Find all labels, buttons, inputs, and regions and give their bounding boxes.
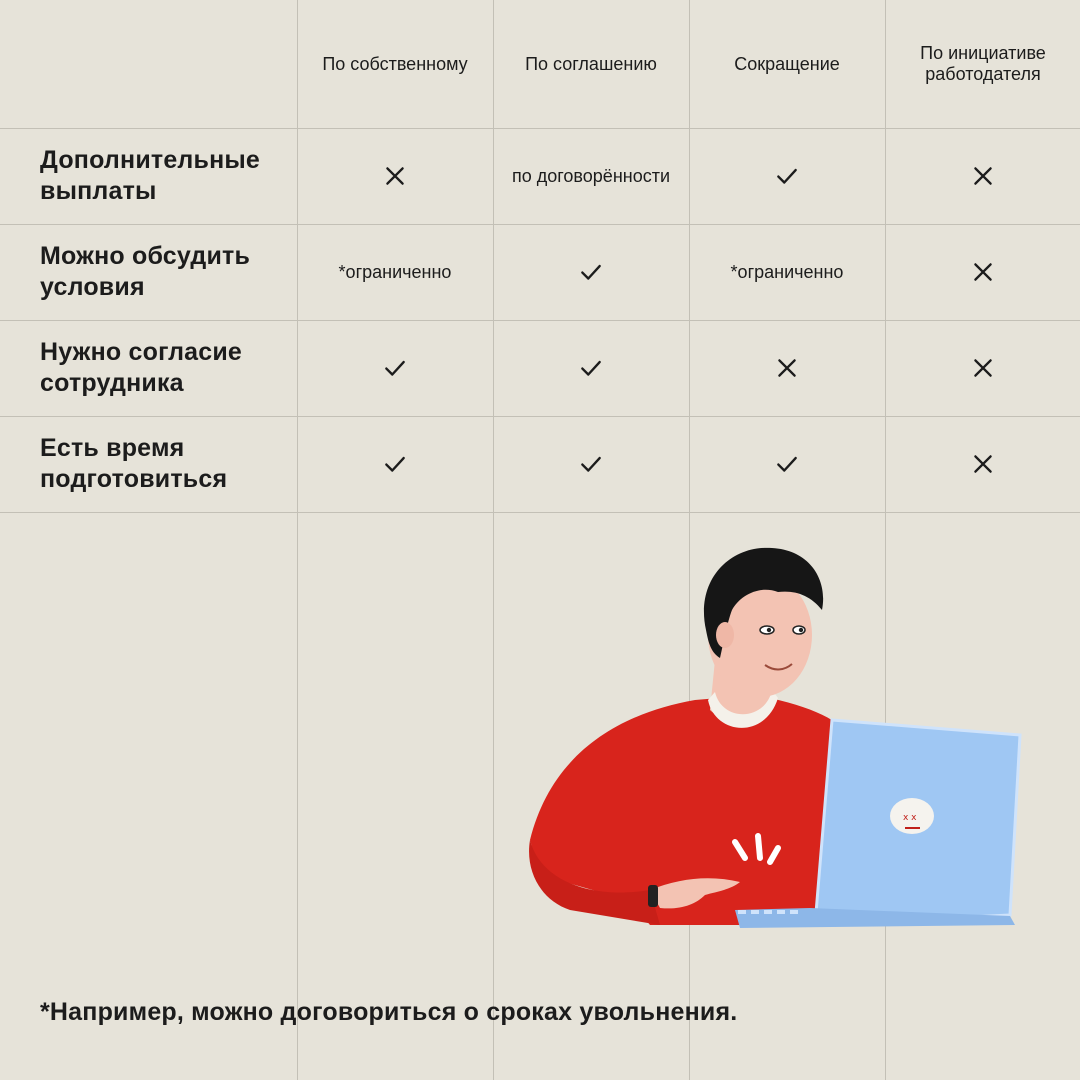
column-header-own-will: По собственному [322, 53, 468, 74]
check-icon [774, 163, 800, 189]
footnote: *Например, можно договориться о сроках увольнения. [40, 998, 738, 1026]
column-header-agreement: По соглашению [525, 53, 657, 74]
table-cell [885, 224, 1080, 320]
table-cell [885, 128, 1080, 224]
cross-icon [774, 355, 800, 381]
cross-icon [970, 451, 996, 477]
table-cell [493, 224, 689, 320]
cross-icon [970, 163, 996, 189]
row-label-discuss-terms: Можно обсудить условия [40, 242, 251, 301]
table-cell [297, 416, 493, 512]
table-cell [297, 128, 493, 224]
table-cell [493, 128, 689, 224]
column-header-employer-initiative: По инициативе работодателя [920, 43, 1046, 84]
cross-icon [970, 259, 996, 285]
table-cell [885, 320, 1080, 416]
check-icon [578, 355, 604, 381]
table-cell [493, 416, 689, 512]
check-icon [382, 451, 408, 477]
check-icon [774, 451, 800, 477]
cell-text: по договорённости [511, 165, 671, 186]
row-label-prep-time: Есть время подготовиться [40, 434, 228, 493]
table-cell [493, 320, 689, 416]
cell-text: *ограниченно [730, 261, 844, 282]
check-icon [578, 259, 604, 285]
cross-icon [970, 355, 996, 381]
table-cell [689, 128, 885, 224]
table-cell [297, 320, 493, 416]
check-icon [382, 355, 408, 381]
row-label-extra-payments: Дополнительные выплаты [40, 146, 261, 205]
table-cell [885, 416, 1080, 512]
cell-text: *ограниченно [338, 261, 452, 282]
check-icon [578, 451, 604, 477]
table-cell [689, 320, 885, 416]
cross-icon [382, 163, 408, 189]
table-cell [689, 416, 885, 512]
column-header-reduction: Сокращение [734, 53, 840, 74]
person-with-laptop-illustration [510, 540, 1040, 940]
row-label-employee-consent: Нужно согласие сотрудника [40, 338, 243, 397]
table-cell [297, 224, 493, 320]
table-cell [689, 224, 885, 320]
grid-line-horizontal [0, 512, 1080, 513]
svg-text:x x: x x [903, 813, 917, 823]
